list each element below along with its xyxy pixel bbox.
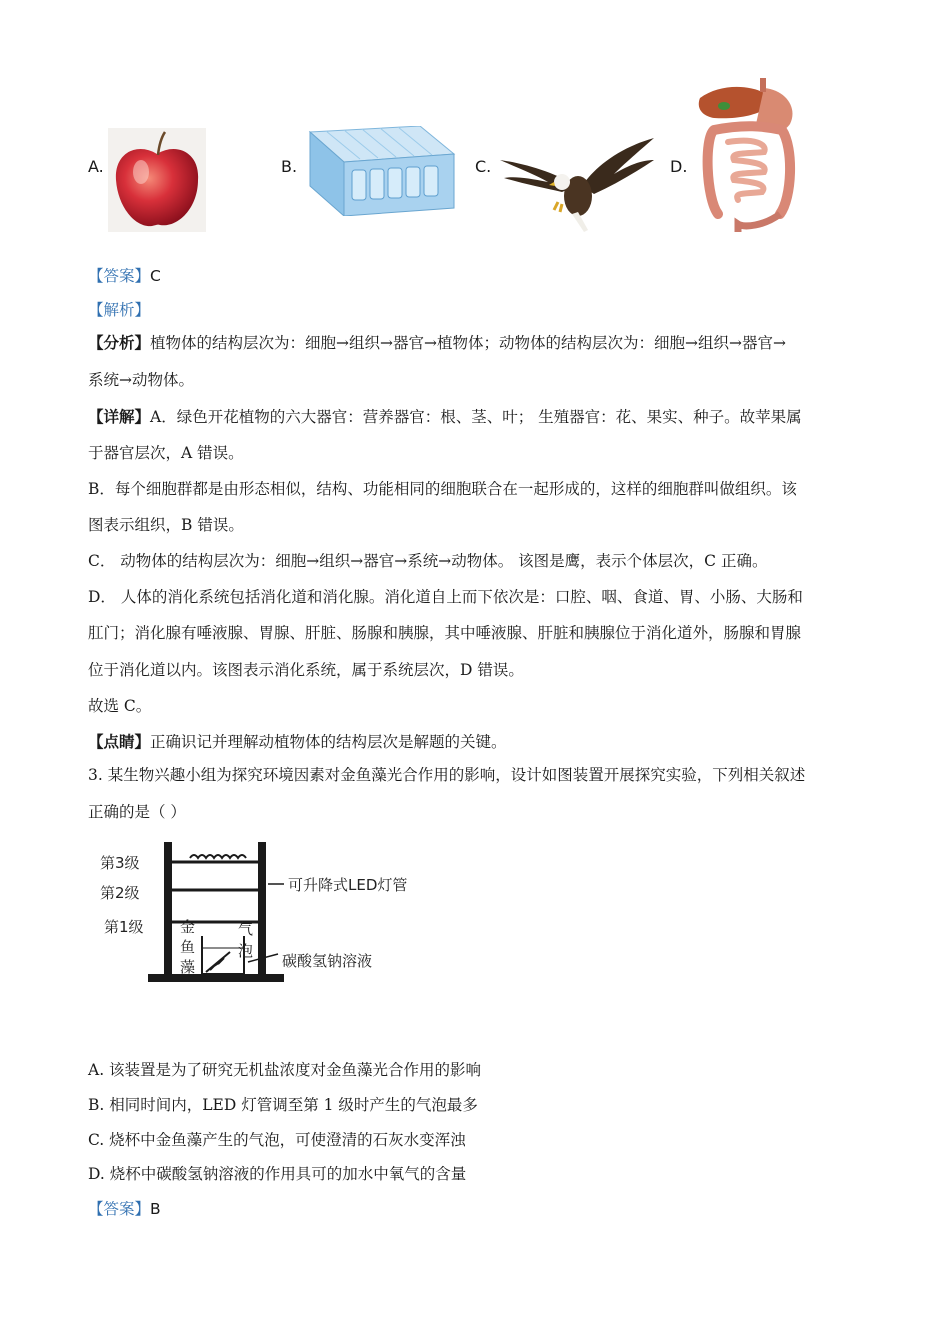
bubble-char-1: 气	[238, 920, 254, 938]
xiangjie-label: 【详解】	[88, 407, 151, 426]
q3-option-d: D. 烧杯中碳酸氢钠溶液的作用具可的加水中氧气的含量	[88, 1165, 467, 1183]
plant-char-2: 鱼	[180, 938, 196, 956]
fenxi-label: 【分析】	[88, 333, 151, 352]
dianjing-text: 正确识记并理解动植物体的结构层次是解题的关键。	[150, 733, 507, 751]
analysis-label: 【解析】	[88, 301, 151, 319]
led-label: 可升降式LED灯管	[288, 876, 408, 894]
d-explain-line-3: 位于消化道以内。该图表示消化系统，属于系统层次，D 错误。	[88, 661, 524, 679]
xiangjie-line-1	[88, 407, 802, 427]
dianjing-label: 【点睛】	[88, 732, 151, 751]
level-3-label: 第3级	[100, 854, 140, 872]
plant-char-3: 藻	[180, 958, 196, 976]
q3-answer-value: B	[150, 1200, 161, 1218]
q3-stem-line-2: 正确的是（ ）	[88, 803, 186, 821]
bubble-char-2: 泡	[238, 942, 254, 960]
solution-label: 碳酸氢钠溶液	[282, 952, 373, 970]
option-b-letter: B.	[281, 157, 298, 176]
q3-option-a: A. 该装置是为了研究无机盐浓度对金鱼藻光合作用的影响	[88, 1061, 482, 1079]
level-1-label: 第1级	[104, 918, 144, 936]
xiangjie-line-2: 于器官层次，A 错误。	[88, 444, 244, 462]
q2-answer	[88, 266, 161, 286]
c-explain-line-1: C． 动物体的结构层次为：细胞→组织→器官→系统→动物体。 该图是鹰，表示个体层次，C 正确。	[88, 552, 768, 570]
apparatus-figure	[98, 836, 428, 986]
fenxi-text-1: 植物体的结构层次为：细胞→组织→器官→植物体；动物体的结构层次为：细胞→组织→器官→	[150, 334, 786, 352]
dianjing-line	[88, 732, 507, 752]
conclusion: 故选 C。	[88, 697, 152, 715]
plant-char-1: 金	[180, 918, 196, 936]
q3-option-c: C. 烧杯中金鱼藻产生的气泡，可使澄清的石灰水变浑浊	[88, 1131, 466, 1149]
d-explain-line-2: 肛门；消化腺有唾液腺、胃腺、肝脏、肠腺和胰腺，其中唾液腺、肝脏和胰腺位于消化道外，肠腺和胃腺	[88, 624, 802, 642]
q3-answer-label: 【答案】	[88, 1200, 151, 1218]
option-c-letter: C.	[475, 157, 492, 176]
apple-image	[108, 128, 206, 232]
option-d-letter: D.	[670, 157, 688, 176]
b-explain-line-2: 图表示组织，B 错误。	[88, 516, 244, 534]
base	[148, 974, 284, 982]
answer-label: 【答案】	[88, 267, 151, 285]
level3-lamp-mark	[190, 855, 246, 858]
eagle-image	[498, 134, 658, 234]
tissue-block-image	[304, 126, 456, 216]
waterweed-plant	[206, 952, 230, 972]
option-a-letter: A.	[88, 157, 104, 176]
digestive-system-image	[694, 78, 804, 233]
q3-stem-line-1: 3. 某生物兴趣小组为探究环境因素对金鱼藻光合作用的影响，设计如图装置开展探究实验，下列相关叙述	[88, 766, 806, 784]
d-explain-line-1: D． 人体的消化系统包括消化道和消化腺。消化道自上而下依次是：口腔、咽、食道、胃、小肠、大肠和	[88, 588, 803, 606]
fenxi-line-2: 系统→动物体。	[88, 371, 194, 389]
b-explain-line-1: B．每个细胞群都是由形态相似，结构、功能相同的细胞联合在一起形成的，这样的细胞群叫做组织。该	[88, 480, 797, 498]
q3-option-b: B. 相同时间内，LED 灯管调至第 1 级时产生的气泡最多	[88, 1096, 478, 1114]
level-2-label: 第2级	[100, 884, 140, 902]
fenxi-line-1	[88, 333, 786, 353]
xiangjie-text-1: A．绿色开花植物的六大器官：营养器官：根、茎、叶； 生殖器官：花、果实、种子。故苹果属	[150, 408, 802, 426]
q3-answer	[88, 1199, 161, 1219]
answer-value: C	[150, 267, 161, 285]
